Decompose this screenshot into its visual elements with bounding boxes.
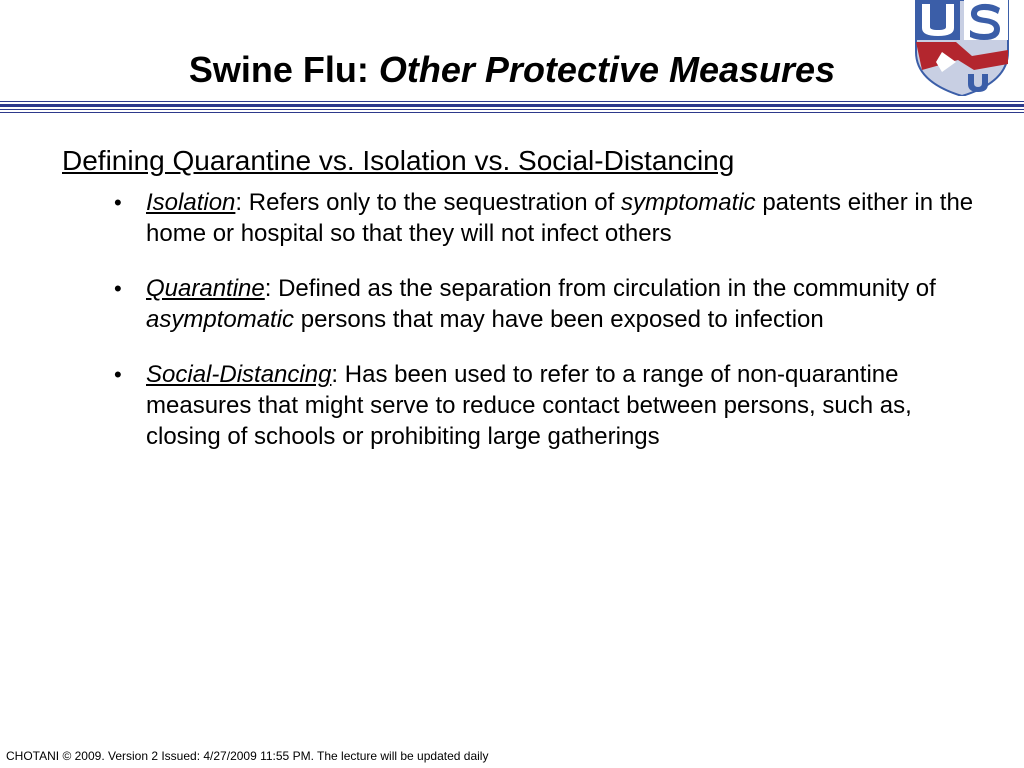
header-rule [0,101,1024,113]
definition-term: Quarantine [146,275,265,302]
definition-text: Refers only to the sequestration of [248,189,621,216]
bullet-dot: • [114,276,122,301]
definition-social-distancing [108,359,978,452]
definition-emphasis: asymptomatic [146,306,295,333]
title-prefix: Swine Flu: [188,49,379,90]
header-rule-line [0,101,1024,102]
usu-shield-logo [912,0,1012,96]
bullet-dot: • [114,190,122,215]
definition-term: Social-Distancing [146,361,332,388]
usu-shield-logo-graphic [912,0,1012,96]
definition-text: Has been used to refer to a range of non-quarantine measures that might serve to reduce contact between persons, such as, closing of schools or prohibiting large gatherings [146,361,912,450]
definition-list [108,187,978,476]
definition-isolation [108,187,978,249]
definition-term: Isolation [146,189,236,216]
definition-separator: : [264,275,279,302]
header-rule-line [0,109,1024,110]
slide-footer: CHOTANI © 2009. Version 2 Issued: 4/27/2009 11:55 PM. The lecture will be updated daily [6,749,489,763]
slide-title [0,46,1024,94]
definition-separator: : [235,189,249,216]
definition-quarantine [108,273,978,335]
title-italic: Other Protective Measures [378,49,836,90]
definition-separator: : [331,361,345,388]
definition-text: Defined as the separation from circulation in the community of [278,275,936,302]
bullet-dot: • [114,362,122,387]
header-rule-line [0,104,1024,107]
section-heading: Defining Quarantine vs. Isolation vs. Social-Distancing [62,145,735,176]
definition-emphasis: symptomatic [620,189,756,216]
definition-text: persons that may have been exposed to infection [294,306,824,333]
definition-text: patents either in the home or hospital so that they will not infect others [146,189,974,247]
header-rule-line [0,112,1024,113]
